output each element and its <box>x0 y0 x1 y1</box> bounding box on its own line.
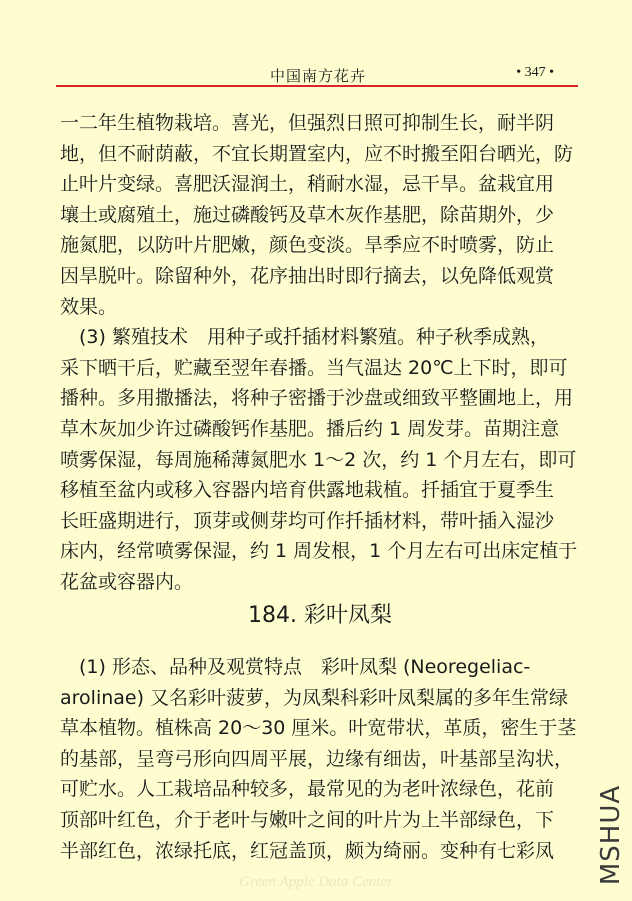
text-line: arolinae) 又名彩叶菠萝，为凤梨科彩叶凤梨属的多年生常绿 <box>60 686 569 709</box>
text-line: 花盆或容器内。 <box>60 570 194 593</box>
page-header <box>56 62 578 84</box>
header-rule <box>56 85 578 87</box>
text-line: 喷雾保湿，每周施稀薄氮肥水 1～2 次，约 1 个月左右，即可 <box>60 448 577 471</box>
section-title: 184. 彩叶凤梨 <box>248 603 392 628</box>
text-line: 顶部叶红色，介于老叶与嫩叶之间的叶片为上半部绿色，下 <box>60 808 555 831</box>
text-line: 采下晒干后，贮藏至翌年春播。当气温达 20℃上下时，即可 <box>60 356 568 379</box>
text-line: 可贮水。人工栽培品种较多，最常见的为老叶浓绿色，花前 <box>60 778 555 801</box>
text-line: (1) 形态、品种及观赏特点 彩叶凤梨 (Neoregeliac- <box>60 656 531 678</box>
text-line: 因旱脱叶。除留种外，花序抽出时即行摘去，以免降低观赏 <box>60 264 555 287</box>
text-line: (3) 繁殖技术 用种子或扦插材料繁殖。种子秋季成熟， <box>60 326 549 349</box>
text-line: 止叶片变绿。喜肥沃湿润土，稍耐水湿，忌干旱。盆栽宜用 <box>60 173 555 196</box>
text-line: 播种。多用撒播法，将种子密播于沙盘或细致平整圃地上，用 <box>60 387 574 410</box>
text-line: 效果。 <box>60 295 118 318</box>
body-paragraph-2 <box>60 652 580 866</box>
body-paragraph-1 <box>60 108 580 598</box>
text-line: 地，但不耐荫蔽，不宜长期置室内，应不时搬至阳台晒光，防 <box>60 142 574 165</box>
text-line: 草本植物。植株高 20～30 厘米。叶宽带状，革质，密生于茎 <box>60 717 577 740</box>
text-line: 半部红色，浓绿托底，红冠盖顶，颇为绮丽。变种有七彩凤 <box>60 839 555 862</box>
text-line: 草木灰加少许过磷酸钙作基肥。播后约 1 周发芽。苗期注意 <box>60 417 560 440</box>
text-line: 床内，经常喷雾保湿，约 1 周发根，1 个月左右可出床定植于 <box>60 540 578 563</box>
text-line: 长旺盛期进行，顶芽或侧芽均可作扦插材料，带叶插入湿沙 <box>60 509 555 532</box>
side-watermark-text: MSHUA <box>596 784 626 886</box>
text-line: 壤土或腐殖土，施过磷酸钙及草木灰作基肥，除苗期外，少 <box>60 203 555 226</box>
text-line: 的基部，呈弯弓形向四周平展，边缘有细齿，叶基部呈沟状， <box>60 747 574 770</box>
text-line: 移植至盆内或移入容器内培育供露地栽植。扦插宜于夏季生 <box>60 479 555 502</box>
text-line: 施氮肥，以防叶片肥嫩，颜色变淡。旱季应不时喷雾，防止 <box>60 234 555 257</box>
running-head-title: 中国南方花卉 <box>270 67 367 85</box>
bottom-watermark: Green Apple Data Center <box>239 874 393 890</box>
text-line: 一二年生植物栽培。喜光，但强烈日照可抑制生长，耐半阴 <box>60 112 555 134</box>
page-number: • 347 • <box>516 65 554 80</box>
